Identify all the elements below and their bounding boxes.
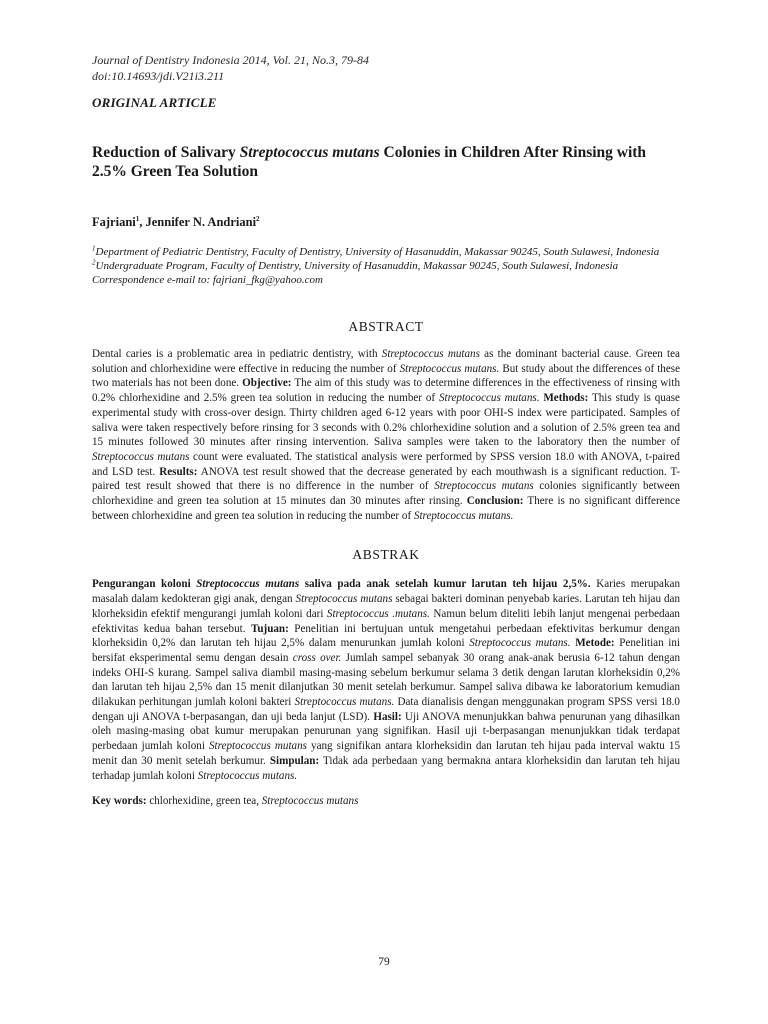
author-name: Jennifer N. Andriani xyxy=(145,215,257,229)
abstrak-title: Pengurangan koloni Streptococcus mutans saliva pada anak setelah kumur larutan teh hijau 2,5%. xyxy=(92,578,591,591)
abstract-body: Dental caries is a problematic area in pediatric dentistry, with Streptococcus mutans as the dominant bacterial cause. Green tea solution and chlorhexidine were effective in reducing the number of Streptococcus mutans. But study about the differences of these two materials has not been done. Objective: The aim of this study was to determine differences in the effectiveness of rinsing with 0.2% chlorhexidine and 2.5% green tea solution in reducing the number of Streptococcus mutans. Methods: This study is quase experimental study with cross-over design. Thirty children aged 6-12 years with poor OHI-S index were participated. Samples of saliva were taken respectively before rinsing for 3 seconds with 0.2% chlorhexidine solution and a solution of 2.5% green tea and 15 minutes followed 30 minutes after rinsing intervention. Saliva samples were taken to the laboratory then the number of Streptococcus mutans count were evaluated. The statistical analysis were performed by SPSS version 18.0 with ANOVA, t-paired and LSD test. Results: ANOVA test result showed that the decrease generated by each mouthwash is a significant reduction. T-paired test result showed that there is no difference in the number of Streptococcus mutans colonies significantly between chlorhexidine and green tea solution at 15 minutes dan 30 minutes after rinsing. Conclusion: There is no significant difference between chlorhexidine and green tea solution in reducing the number of Streptococcus mutans. xyxy=(92,348,680,522)
affiliations xyxy=(92,245,680,287)
keywords-label: Key words: xyxy=(92,795,147,808)
affiliation-1: $^1$Department of Pediatric Dentistry, Faculty of Dentistry, University of Hasanuddin, Makassar 90245, South Sulawesi, Indonesia xyxy=(92,244,660,258)
journal-citation xyxy=(92,52,680,84)
author-name: Fajriani xyxy=(92,215,136,229)
keywords: Key words: chlorhexidine, green tea, Streptococcus mutans xyxy=(92,795,359,808)
objective-label: Objective: xyxy=(242,377,292,390)
methods-label: Methods: xyxy=(543,392,589,405)
conclusion-label: Conclusion: xyxy=(466,495,524,508)
simpulan-label: Simpulan: xyxy=(269,754,320,767)
doi-line: doi:10.14693/jdi.V21i3.211 xyxy=(92,69,225,83)
abstract-heading: ABSTRACT xyxy=(348,319,424,334)
article-type: ORIGINAL ARTICLE xyxy=(92,95,217,110)
metode-label: Metode: xyxy=(575,637,615,650)
abstrak-heading: ABSTRAK xyxy=(352,547,420,563)
results-label: Results: xyxy=(159,465,198,478)
correspondence-email: Correspondence e-mail to: fajriani_fkg@yahoo.com xyxy=(92,274,323,286)
tujuan-label: Tujuan: xyxy=(250,622,289,635)
article-title: Reduction of Salivary Streptococcus mutans Colonies in Children After Rinsing with 2.5% Green Tea Solution xyxy=(92,144,647,180)
article-page xyxy=(92,52,680,807)
affiliation-2: $^2$Undergraduate Program, Faculty of Dentistry, University of Hasanuddin, Makassar 90245, South Sulawesi, Indonesia xyxy=(92,258,619,272)
author-list: Fajriani$^1$, Jennifer N. Andriani$^2$ xyxy=(92,214,260,229)
page-number: 79 xyxy=(378,956,390,968)
hasil-label: Hasil: xyxy=(373,710,402,723)
journal-line: Journal of Dentistry Indonesia 2014, Vol. 21, No.3, 79-84 xyxy=(92,53,369,67)
abstrak-body: Pengurangan koloni Streptococcus mutans saliva pada anak setelah kumur larutan teh hijau 2,5%. Karies merupakan masalah dalam kedokteran gigi anak, dengan Streptococcus mutans sebagai bakteri dominan penyebab karies. Larutan teh hijau dan klorheksidin efektif mengurangi jumlah koloni dari Streptococcus .mutans. Namun belum diteliti lebih lanjut mengenai perbedaan efektivitas kedua bahan tersebut. Tujuan: Penelitian ini bertujuan untuk mengetahui perbedaan efektivitas berkumur dengan klorheksidin 0,2% dan larutan teh hijau 2,5% dalam menurunkan jumlah koloni Streptococcus mutans. Metode: Penelitian ini bersifat eksperimental semu dengan desain cross over. Jumlah sampel sebanyak 30 orang anak-anak berusia 6-12 tahun dengan indeks OHI-S kurang. Sampel saliva diambil masing-masing sebelum berkumur selama 3 detik dengan larutan klorheksidin 0,2% dan larutan teh hijau 2,5% dan 15 menit dilanjutkan 30 menit setelah berkumur. Sampel saliva dibawa ke laboratorium kemudian dilakukan perhitungan jumlah koloni bakteri Streptococcus mutans. Data dianalisis dengan menggunakan program SPSS versi 18.0 dengan uji ANOVA t-berpasangan, dan uji beda lanjut (LSD). Hasil: Uji ANOVA menunjukkan bahwa penurunan yang dihasilkan oleh masing-masing obat kumur merupakan penurunan yang signifikan. Hasil uji t-berpasangan menunjukkan tidak terdapat perbedaan jumlah koloni Streptococcus mutans yang signifikan antara klorheksidin dan larutan teh hijau pada interval waktu 15 menit dan 30 menit setelah berkumur. Simpulan: Tidak ada perbedaan yang bermakna antara klorheksidin dan larutan teh hijau terhadap jumlah koloni Streptococcus mutans. xyxy=(92,578,681,782)
